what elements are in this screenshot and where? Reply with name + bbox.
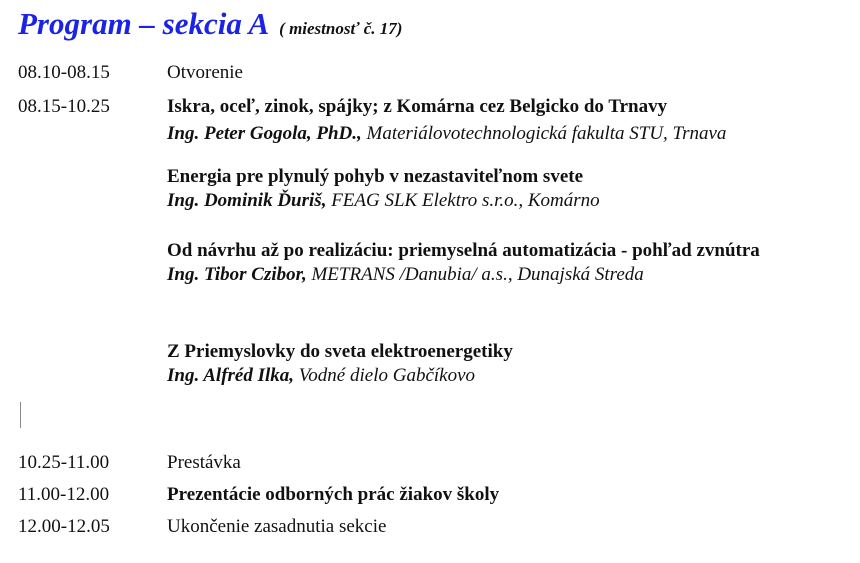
speaker-affiliation: Materiálovotechnologická fakulta STU, Trnava [366, 123, 727, 144]
speaker-name: Ing. Tibor Czibor, [167, 264, 307, 285]
speaker-affiliation: METRANS /Danubia/ a.s., Dunajská Streda [311, 264, 644, 285]
schedule-label: Otvorenie [167, 62, 243, 83]
talk-title: Iskra, oceľ, zinok, spájky; z Komárna cez Belgicko do Trnavy [167, 96, 668, 117]
schedule-label: Ukončenie zasadnutia sekcie [167, 516, 387, 537]
text-cursor [20, 402, 21, 428]
talk-speaker-line [167, 189, 807, 213]
talk-item [167, 340, 807, 388]
program-title: Program – sekcia A [18, 6, 270, 41]
talk-speaker-line [167, 364, 807, 388]
talk-speaker-line [167, 122, 726, 146]
talk-speaker-line [167, 263, 807, 287]
speaker-name: Ing. Alfréd Ilka, [167, 365, 295, 386]
schedule-time: 08.15-10.25 [18, 96, 110, 117]
talk-title: Od návrhu až po realizáciu: priemyselná automatizácia - pohľad zvnútra [167, 240, 760, 261]
schedule-time: 11.00-12.00 [18, 484, 110, 505]
room-label: ( miestnosť č. 17) [279, 19, 403, 38]
talk-item [167, 122, 726, 146]
schedule-time: 08.10-08.15 [18, 62, 110, 83]
schedule-time: 10.25-11.00 [18, 452, 110, 473]
talk-title: Z Priemyslovky do sveta elektroenergetiky [167, 341, 513, 362]
talk-title: Energia pre plynulý pohyb v nezastaviteľnom svete [167, 166, 584, 187]
talk-item [167, 165, 807, 213]
schedule-label: Prezentácie odborných prác žiakov školy [167, 484, 500, 505]
speaker-affiliation: Vodné dielo Gabčíkovo [298, 365, 476, 386]
speaker-name: Ing. Peter Gogola, PhD., [167, 123, 362, 144]
talk-item [167, 239, 807, 287]
schedule-label: Prestávka [167, 452, 241, 473]
page-title [18, 6, 402, 42]
schedule-time: 12.00-12.05 [18, 516, 110, 537]
speaker-name: Ing. Dominik Ďuriš, [167, 190, 327, 211]
speaker-affiliation: FEAG SLK Elektro s.r.o., Komárno [331, 190, 600, 211]
